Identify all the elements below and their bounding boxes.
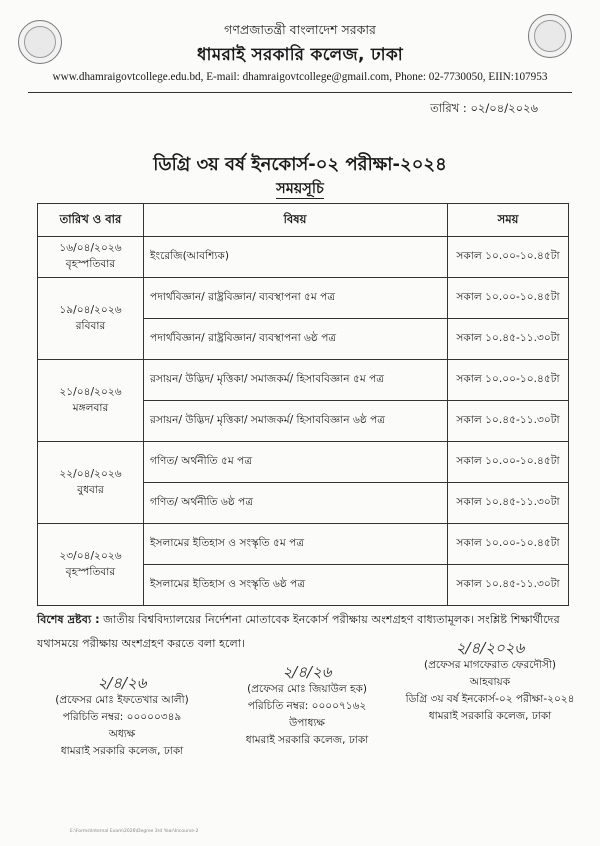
vice-principal-designation: উপাধ্যক্ষ <box>289 717 325 729</box>
time-cell: সকাল ১০.০০-১০.৪৫টা <box>448 524 569 565</box>
schedule-table <box>37 203 569 606</box>
notice-title: ডিগ্রি ৩য় বর্ষ ইনকোর্স-০২ পরীক্ষা-২০২৪ <box>153 154 447 175</box>
special-note-text: জাতীয় বিশ্ববিদ্যালয়ের নির্দেশনা মোতাবেক ইনকোর্স পরীক্ষায় অংশগ্রহণ বাধ্যতামূলক। সংশ্লিষ্ট শিক্ষার্থীদের যথাসময়ে পরীক্ষায় অংশগ্রহণ করতে বলা হলো। <box>37 613 560 650</box>
notice-date: তারিখ : ০২/০৪/২০২৬ <box>430 101 538 115</box>
vice-principal-signature: ২/৪/২৬ <box>282 663 332 681</box>
notice-subtitle: সময়সূচি <box>276 181 324 197</box>
subject-cell: গণিত/ অর্থনীতি ৫ম পত্র <box>144 442 448 483</box>
convener-designation: আহবায়ক <box>469 676 511 688</box>
header-divider <box>28 92 572 93</box>
contact-line: www.dhamraigovtcollege.edu.bd, E-mail: dhamraigovtcollege@gmail.com, Phone: 02-7730050, EIIN:107953 <box>52 71 548 83</box>
vice-principal-signature-block <box>222 664 392 749</box>
table-row <box>38 442 569 483</box>
subject-cell: পদার্থবিজ্ঞান/ রাষ্ট্রবিজ্ঞান/ ব্যবস্থাপনা ৬ষ্ঠ পত্র <box>144 319 448 360</box>
government-line: গণপ্রজাতন্ত্রী বাংলাদেশ সরকার <box>224 22 376 37</box>
date-cell: ২২/০৪/২০২৬ বুধবার <box>38 442 144 524</box>
time-cell: সকাল ১০.৪৫-১১.৩০টা <box>448 483 569 524</box>
time-cell: সকাল ১০.০০-১০.৪৫টা <box>448 237 569 278</box>
principal-name: (প্রফেসর মোঃ ইফতেখার আলী) <box>55 694 189 706</box>
vice-principal-id: পরিচিতি নম্বর: ০০০০৭১৬২ <box>247 700 367 712</box>
convener-committee: ডিগ্রি ৩য় বর্ষ ইনকোর্স-০২ পরীক্ষা-২০২৪ <box>405 693 575 705</box>
table-row <box>38 278 569 319</box>
footer-file-path: E:\Forms\Internal Exam\2026\Degree 3rd Year\Incourse-2 <box>70 829 199 834</box>
table-row <box>38 524 569 565</box>
convener-signature-block <box>395 640 585 725</box>
header-time: সময় <box>448 204 569 237</box>
college-name: ধামরাই সরকারি কলেজ, ঢাকা <box>197 45 403 65</box>
header-date: তারিখ ও বার <box>38 204 144 237</box>
date-cell: ২১/০৪/২০২৬ মঙ্গলবার <box>38 360 144 442</box>
time-cell: সকাল ১০.৪৫-১১.৩০টা <box>448 565 569 606</box>
principal-signature-block <box>42 675 202 760</box>
time-cell: সকাল ১০.০০-১০.৪৫টা <box>448 360 569 401</box>
principal-id: পরিচিতি নম্বর: ০০০০০৩৪৯ <box>62 711 182 723</box>
vice-principal-office: ধামরাই সরকারি কলেজ, ঢাকা <box>245 734 369 746</box>
convener-office: ধামরাই সরকারি কলেজ, ঢাকা <box>428 710 552 722</box>
time-cell: সকাল ১০.০০-১০.৪৫টা <box>448 442 569 483</box>
time-cell: সকাল ১০.৪৫-১১.৩০টা <box>448 319 569 360</box>
subject-cell: ইসলামের ইতিহাস ও সংস্কৃতি ৬ষ্ঠ পত্র <box>144 565 448 606</box>
subject-cell: ইসলামের ইতিহাস ও সংস্কৃতি ৫ম পত্র <box>144 524 448 565</box>
subject-cell: রসায়ন/ উদ্ভিদ/ মৃত্তিকা/ সমাজকর্ম/ হিসাববিজ্ঞান ৬ষ্ঠ পত্র <box>144 401 448 442</box>
principal-office: ধামরাই সরকারি কলেজ, ঢাকা <box>60 745 184 757</box>
principal-designation: অধ্যক্ষ <box>108 728 136 740</box>
convener-name: (প্রফেসর মাগফেরাত ফেরদৌসী) <box>423 659 557 671</box>
time-cell: সকাল ১০.৪৫-১১.৩০টা <box>448 401 569 442</box>
special-note-label: বিশেষ দ্রষ্টব্য : <box>37 613 100 626</box>
time-cell: সকাল ১০.০০-১০.৪৫টা <box>448 278 569 319</box>
date-cell: ২৩/০৪/২০২৬ বৃহস্পতিবার <box>38 524 144 606</box>
subject-cell: রসায়ন/ উদ্ভিদ/ মৃত্তিকা/ সমাজকর্ম/ হিসাববিজ্ঞান ৫ম পত্র <box>144 360 448 401</box>
principal-signature: ২/৪/২৬ <box>97 674 147 692</box>
date-cell: ১৯/০৪/২০২৬ রবিবার <box>38 278 144 360</box>
subject-cell: গণিত/ অর্থনীতি ৬ষ্ঠ পত্র <box>144 483 448 524</box>
table-row <box>38 237 569 278</box>
table-header-row <box>38 204 569 237</box>
convener-signature: ২/৪/২০২৬ <box>455 639 525 657</box>
subject-cell: ইংরেজি(আবশ্যিক) <box>144 237 448 278</box>
date-cell: ১৬/০৪/২০২৬ বৃহস্পতিবার <box>38 237 144 278</box>
vice-principal-name: (প্রফেসর মোঃ জিয়াউল হক) <box>247 683 367 695</box>
header-subject: বিষয় <box>144 204 448 237</box>
subject-cell: পদার্থবিজ্ঞান/ রাষ্ট্রবিজ্ঞান/ ব্যবস্থাপনা ৫ম পত্র <box>144 278 448 319</box>
table-row <box>38 360 569 401</box>
